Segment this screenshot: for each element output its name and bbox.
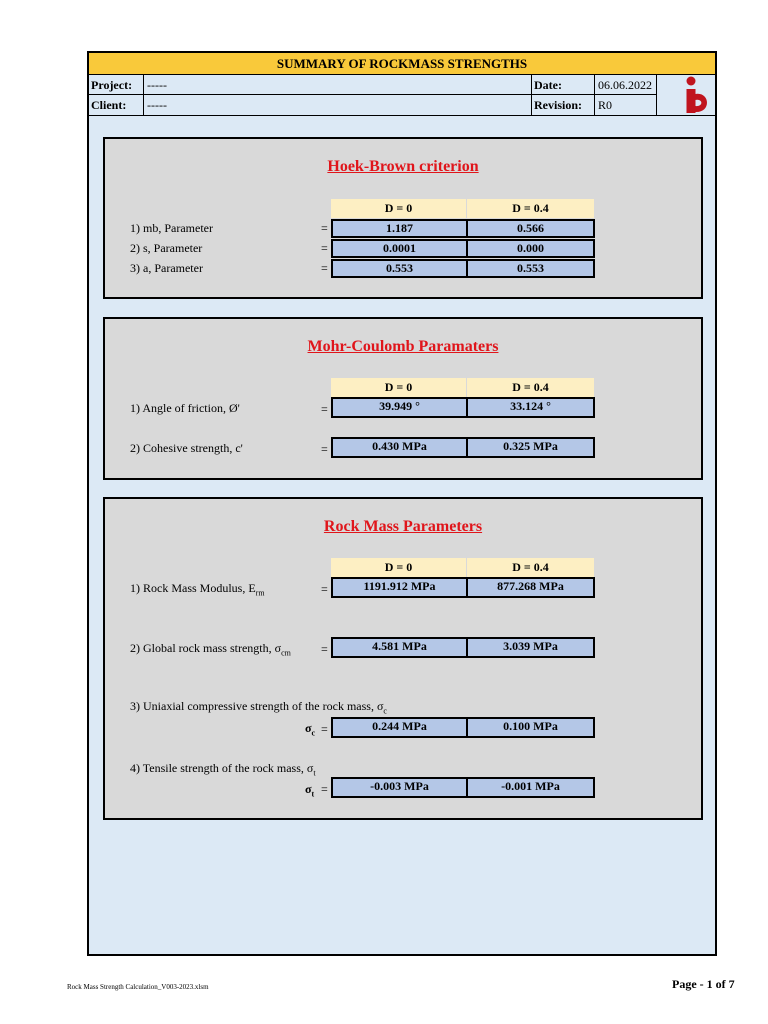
calculation-sheet	[87, 51, 717, 956]
value-cell: 0.100 MPa	[466, 717, 595, 738]
column-header-d0: D = 0	[331, 378, 466, 397]
row-label: 4) Tensile strength of the rock mass, $\sigma_t$	[130, 761, 316, 778]
sheet-title: SUMMARY OF ROCKMASS STRENGTHS	[89, 53, 715, 75]
hoek-brown-title: Hoek-Brown criterion	[327, 158, 479, 175]
value-cell: 877.268 MPa	[466, 577, 595, 598]
value-cell: 1.187	[331, 219, 468, 238]
value-cell: 0.244 MPa	[331, 717, 468, 738]
date-value: 06.06.2022	[598, 78, 652, 92]
date-label: Date:	[534, 78, 562, 92]
column-header-d0: D = 0	[331, 558, 466, 577]
company-logo-icon	[676, 75, 714, 117]
equals-sign: =	[321, 782, 328, 796]
rock-mass-title: Rock Mass Parameters	[323, 518, 483, 535]
client-value: -----	[147, 98, 167, 112]
revision-value: R0	[598, 98, 613, 112]
value-cell: 1191.912 MPa	[331, 577, 468, 598]
row-label: 1) mb, Parameter	[130, 221, 213, 235]
row-label: 2) s, Parameter	[130, 241, 203, 255]
equals-sign: =	[321, 642, 328, 656]
sigma-c-symbol: $\sigma_c$	[305, 721, 316, 738]
header-divider	[656, 75, 657, 115]
rock-mass-panel	[103, 497, 703, 820]
value-cell: 0.553	[331, 259, 468, 278]
equals-sign: =	[321, 402, 328, 416]
value-cell: 33.124 °	[466, 397, 595, 418]
row-label: 3) a, Parameter	[130, 261, 203, 275]
value-cell: -0.001 MPa	[466, 777, 595, 798]
row-label: 3) Uniaxial compressive strength of the rock mass, $\sigma_c$	[130, 699, 387, 716]
value-cell: -0.003 MPa	[331, 777, 468, 798]
equals-sign: =	[321, 221, 328, 235]
column-header-d04: D = 0.4	[467, 378, 594, 397]
equals-sign: =	[321, 261, 328, 275]
value-cell: 0.553	[466, 259, 595, 278]
equals-sign: =	[321, 582, 328, 596]
row-label: 2) Global rock mass strength, $\sigma_{cm}$	[130, 641, 291, 658]
column-header-d04: D = 0.4	[467, 199, 594, 218]
column-header-d0: D = 0	[331, 199, 466, 218]
sigma-t-symbol: $\sigma_t$	[305, 782, 315, 799]
equals-sign: =	[321, 241, 328, 255]
mohr-coulomb-panel	[103, 317, 703, 480]
value-cell: 0.325 MPa	[466, 437, 595, 458]
footer-filename: Rock Mass Strength Calculation_V003-2023.xlsm	[67, 983, 209, 991]
project-value: -----	[147, 78, 167, 92]
value-cell: 0.000	[466, 239, 595, 258]
value-cell: 0.566	[466, 219, 595, 238]
value-cell: 0.0001	[331, 239, 468, 258]
project-label: Project:	[91, 78, 133, 92]
value-cell: 0.430 MPa	[331, 437, 468, 458]
revision-label: Revision:	[534, 98, 582, 112]
footer-page-number: Page - 1 of 7	[672, 977, 735, 991]
equals-sign: =	[321, 442, 328, 456]
value-cell: 3.039 MPa	[466, 637, 595, 658]
header-bottom-line	[89, 115, 715, 116]
row-label: 2) Cohesive strength, c'	[130, 441, 243, 455]
client-label: Client:	[91, 98, 127, 112]
row-label: 1) Rock Mass Modulus, $E_{rm}$	[130, 581, 265, 598]
value-cell: 39.949 °	[331, 397, 468, 418]
hoek-brown-panel	[103, 137, 703, 299]
mohr-coulomb-title: Mohr-Coulomb Paramaters	[307, 338, 499, 355]
value-cell: 4.581 MPa	[331, 637, 468, 658]
column-header-d04: D = 0.4	[467, 558, 594, 577]
row-label: 1) Angle of friction, Ø'	[130, 401, 240, 415]
equals-sign: =	[321, 722, 328, 736]
